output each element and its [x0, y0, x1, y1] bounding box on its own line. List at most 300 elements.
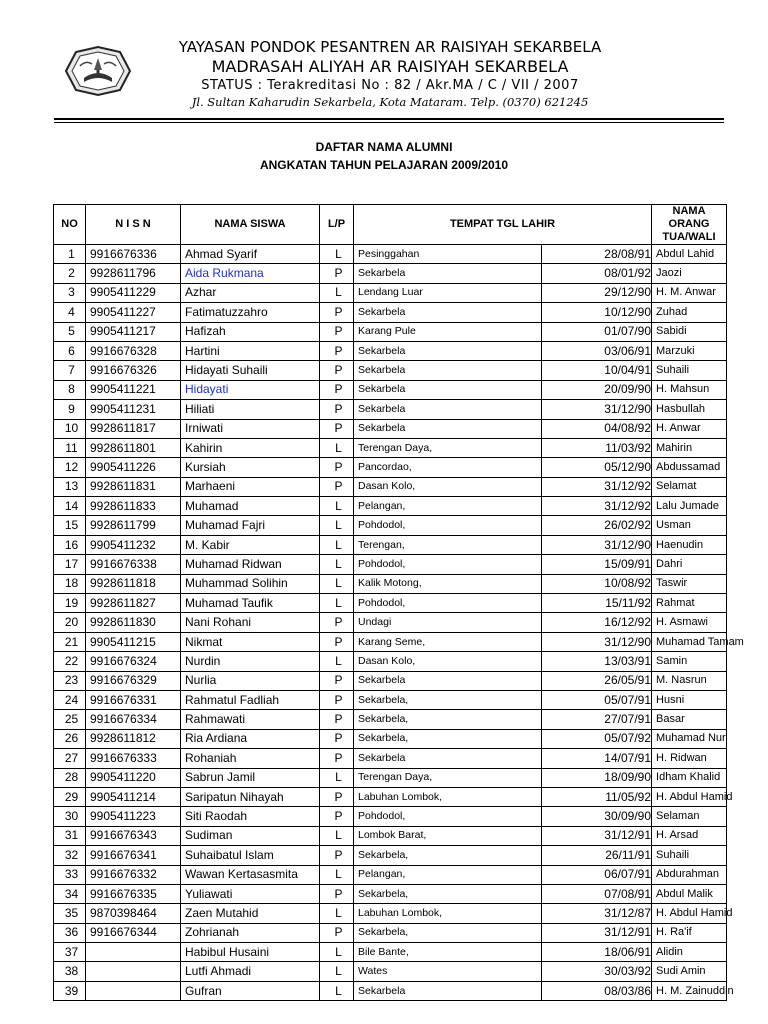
cell-birth-place: Sekarbela, — [354, 690, 542, 709]
cell-nisn: 9928611827 — [86, 594, 181, 613]
cell-gender: P — [320, 322, 354, 341]
cell-birth-place: Lendang Luar — [354, 283, 542, 302]
cell-gender: P — [320, 400, 354, 419]
cell-no: 10 — [54, 419, 86, 438]
cell-no: 38 — [54, 962, 86, 981]
cell-parent-name: Sabidi — [652, 322, 727, 341]
cell-nisn: 9916676336 — [86, 245, 181, 264]
cell-birth-place: Terengan Daya, — [354, 768, 542, 787]
cell-birth-place: Pesinggahan — [354, 245, 542, 264]
cell-no: 19 — [54, 594, 86, 613]
cell-student-name: Zohrianah — [181, 923, 320, 942]
cell-birth-place: Sekarbela, — [354, 710, 542, 729]
table-row — [54, 807, 727, 826]
cell-birth-date: 05/07/91 — [542, 690, 652, 709]
cell-parent-name: H. Ridwan — [652, 749, 727, 768]
cell-student-name: Muhamad Fajri — [181, 516, 320, 535]
cell-birth-place: Labuhan Lombok, — [354, 787, 542, 806]
cell-no: 16 — [54, 535, 86, 554]
cell-no: 20 — [54, 613, 86, 632]
cell-no: 4 — [54, 303, 86, 322]
cell-nisn: 9928611830 — [86, 613, 181, 632]
cell-birth-date: 10/04/91 — [542, 361, 652, 380]
accreditation-status: STATUS : Terakreditasi No : 82 / Akr.MA / C / VII / 2007 — [201, 78, 579, 93]
cell-no: 17 — [54, 555, 86, 574]
cell-gender: L — [320, 594, 354, 613]
cell-birth-date: 31/12/90 — [542, 535, 652, 554]
cell-birth-date: 27/07/91 — [542, 710, 652, 729]
cell-birth-date: 16/12/92 — [542, 613, 652, 632]
cell-parent-name: Lalu Jumade — [652, 497, 727, 516]
cell-nisn: 9905411221 — [86, 380, 181, 399]
cell-birth-date: 28/08/91 — [542, 245, 652, 264]
cell-parent-name: Selamat — [652, 477, 727, 496]
cell-birth-date: 20/09/90 — [542, 380, 652, 399]
cell-gender: P — [320, 923, 354, 942]
cell-parent-name: Haenudin — [652, 535, 727, 554]
letterhead-rule-thin — [54, 122, 724, 123]
cell-gender: P — [320, 690, 354, 709]
cell-gender: P — [320, 807, 354, 826]
header-student-name: NAMA SISWA — [181, 205, 320, 245]
cell-birth-place: Wates — [354, 962, 542, 981]
cell-no: 36 — [54, 923, 86, 942]
header-no: NO — [54, 205, 86, 245]
cell-gender: P — [320, 477, 354, 496]
cell-parent-name: Muhamad Nur — [652, 729, 727, 748]
cell-nisn — [86, 962, 181, 981]
cell-birth-date: 18/06/91 — [542, 943, 652, 962]
alumni-table — [53, 204, 744, 1001]
cell-student-name: Lutfi Ahmadi — [181, 962, 320, 981]
table-row — [54, 846, 727, 865]
cell-gender: P — [320, 632, 354, 651]
table-row — [54, 943, 727, 962]
cell-student-name: Marhaeni — [181, 477, 320, 496]
table-row — [54, 477, 727, 496]
cell-parent-name: H. Arsad — [652, 826, 727, 845]
cell-birth-date: 18/09/90 — [542, 768, 652, 787]
cell-parent-name: Jaozi — [652, 264, 727, 283]
cell-parent-name: Sudi Amin — [652, 962, 727, 981]
table-row — [54, 497, 727, 516]
table-row — [54, 923, 727, 942]
cell-birth-place: Terengan Daya, — [354, 438, 542, 457]
cell-birth-date: 13/03/91 — [542, 652, 652, 671]
cell-birth-date: 06/07/91 — [542, 865, 652, 884]
table-row — [54, 594, 727, 613]
cell-birth-place: Terengan, — [354, 535, 542, 554]
cell-birth-place: Lombok Barat, — [354, 826, 542, 845]
cell-parent-name: Husni — [652, 690, 727, 709]
table-row — [54, 787, 727, 806]
cell-nisn: 9928611817 — [86, 419, 181, 438]
cell-no: 26 — [54, 729, 86, 748]
cell-parent-name: H. Anwar — [652, 419, 727, 438]
cell-birth-place: Karang Seme, — [354, 632, 542, 651]
cell-parent-name: M. Nasrun — [652, 671, 727, 690]
table-row — [54, 904, 727, 923]
header-nisn: N I S N — [86, 205, 181, 245]
cell-gender: P — [320, 458, 354, 477]
cell-parent-name: H. Asmawi — [652, 613, 727, 632]
cell-birth-date: 31/12/91 — [542, 826, 652, 845]
document-title — [0, 138, 768, 174]
table-row — [54, 768, 727, 787]
cell-birth-place: Pohdodol, — [354, 555, 542, 574]
table-row — [54, 671, 727, 690]
table-row — [54, 981, 727, 1000]
table-row — [54, 438, 727, 457]
cell-nisn: 9928611831 — [86, 477, 181, 496]
cell-parent-name: Idham Khalid — [652, 768, 727, 787]
cell-birth-place: Pohdodol, — [354, 807, 542, 826]
cell-nisn: 9905411227 — [86, 303, 181, 322]
cell-no: 9 — [54, 400, 86, 419]
cell-gender: P — [320, 341, 354, 360]
cell-no: 5 — [54, 322, 86, 341]
cell-nisn — [86, 981, 181, 1000]
cell-student-name: Fatimatuzzahro — [181, 303, 320, 322]
cell-birth-date: 30/03/92 — [542, 962, 652, 981]
cell-nisn — [86, 943, 181, 962]
cell-no: 37 — [54, 943, 86, 962]
cell-student-name: Yuliawati — [181, 884, 320, 903]
cell-no: 33 — [54, 865, 86, 884]
cell-gender: L — [320, 943, 354, 962]
cell-gender: L — [320, 768, 354, 787]
cell-no: 6 — [54, 341, 86, 360]
cell-birth-date: 31/12/92 — [542, 477, 652, 496]
cell-no: 32 — [54, 846, 86, 865]
cell-no: 22 — [54, 652, 86, 671]
cell-birth-place: Sekarbela — [354, 749, 542, 768]
cell-parent-name: H. Abdul Hamid — [652, 787, 727, 806]
table-row — [54, 264, 727, 283]
cell-gender: P — [320, 749, 354, 768]
cell-no: 15 — [54, 516, 86, 535]
table-row — [54, 729, 727, 748]
table-header-row — [54, 205, 727, 245]
table-row — [54, 380, 727, 399]
table-row — [54, 962, 727, 981]
cell-parent-name: Samin — [652, 652, 727, 671]
table-row — [54, 613, 727, 632]
cell-student-name: Nurdin — [181, 652, 320, 671]
cell-student-name: Hiliati — [181, 400, 320, 419]
cell-parent-name: Usman — [652, 516, 727, 535]
cell-birth-date: 31/12/87 — [542, 904, 652, 923]
cell-student-name: Muhamad Ridwan — [181, 555, 320, 574]
table-row — [54, 516, 727, 535]
cell-birth-date: 10/08/92 — [542, 574, 652, 593]
cell-student-name: Habibul Husaini — [181, 943, 320, 962]
cell-student-name: Nikmat — [181, 632, 320, 651]
cell-no: 3 — [54, 283, 86, 302]
cell-birth-date: 11/03/92 — [542, 438, 652, 457]
cell-birth-place: Kalik Motong, — [354, 574, 542, 593]
header-gender: L/P — [320, 205, 354, 245]
table-row — [54, 710, 727, 729]
cell-no: 35 — [54, 904, 86, 923]
cell-student-name: Gufran — [181, 981, 320, 1000]
cell-nisn: 9916676331 — [86, 690, 181, 709]
cell-parent-name: Abdurahman — [652, 865, 727, 884]
cell-gender: L — [320, 981, 354, 1000]
cell-nisn: 9905411229 — [86, 283, 181, 302]
cell-parent-name: H. Abdul Hamid — [652, 904, 727, 923]
cell-birth-date: 11/05/92 — [542, 787, 652, 806]
cell-birth-place: Sekarbela — [354, 303, 542, 322]
cell-student-name: Hidayati Suhaili — [181, 361, 320, 380]
cell-birth-date: 31/12/91 — [542, 923, 652, 942]
cell-no: 12 — [54, 458, 86, 477]
cell-no: 21 — [54, 632, 86, 651]
cell-birth-date: 14/07/91 — [542, 749, 652, 768]
cell-gender: L — [320, 245, 354, 264]
document-title-line1: DAFTAR NAMA ALUMNI — [315, 140, 453, 154]
cell-nisn: 9916676332 — [86, 865, 181, 884]
cell-birth-date: 07/08/91 — [542, 884, 652, 903]
cell-birth-date: 05/12/90 — [542, 458, 652, 477]
cell-birth-date: 26/05/91 — [542, 671, 652, 690]
cell-birth-date: 15/09/91 — [542, 555, 652, 574]
cell-parent-name: Rahmat — [652, 594, 727, 613]
cell-student-name: Rahmatul Fadliah — [181, 690, 320, 709]
cell-parent-name: Zuhad — [652, 303, 727, 322]
cell-birth-date: 05/07/92 — [542, 729, 652, 748]
table-row — [54, 283, 727, 302]
table-row — [54, 574, 727, 593]
cell-student-name: Saripatun Nihayah — [181, 787, 320, 806]
cell-parent-name: Taswir — [652, 574, 727, 593]
cell-nisn: 9916676343 — [86, 826, 181, 845]
cell-parent-name: Suhaili — [652, 846, 727, 865]
table-row — [54, 884, 727, 903]
cell-parent-name: Basar — [652, 710, 727, 729]
cell-gender: L — [320, 826, 354, 845]
table-row — [54, 690, 727, 709]
school-emblem-icon — [64, 46, 132, 96]
cell-parent-name: Dahri — [652, 555, 727, 574]
cell-gender: L — [320, 283, 354, 302]
cell-student-name: Ria Ardiana — [181, 729, 320, 748]
cell-birth-place: Undagi — [354, 613, 542, 632]
cell-nisn: 9905411214 — [86, 787, 181, 806]
cell-no: 27 — [54, 749, 86, 768]
cell-nisn: 9916676328 — [86, 341, 181, 360]
cell-nisn: 9916676334 — [86, 710, 181, 729]
cell-student-name: Wawan Kertasasmita — [181, 865, 320, 884]
cell-birth-date: 10/12/90 — [542, 303, 652, 322]
cell-gender: P — [320, 303, 354, 322]
cell-no: 18 — [54, 574, 86, 593]
cell-birth-date: 31/12/90 — [542, 400, 652, 419]
cell-parent-name: H. Mahsun — [652, 380, 727, 399]
cell-student-name: Rohaniah — [181, 749, 320, 768]
cell-gender: L — [320, 438, 354, 457]
cell-birth-place: Pohdodol, — [354, 594, 542, 613]
cell-no: 31 — [54, 826, 86, 845]
cell-birth-place: Sekarbela, — [354, 846, 542, 865]
cell-gender: P — [320, 846, 354, 865]
cell-gender: P — [320, 264, 354, 283]
cell-student-name: Hidayati — [181, 380, 320, 399]
cell-gender: L — [320, 904, 354, 923]
cell-nisn: 9916676333 — [86, 749, 181, 768]
cell-parent-name: H. M. Zainuddin — [652, 981, 727, 1000]
cell-birth-date: 31/12/90 — [542, 632, 652, 651]
cell-nisn: 9916676324 — [86, 652, 181, 671]
cell-birth-place: Pelangan, — [354, 865, 542, 884]
cell-student-name: Kursiah — [181, 458, 320, 477]
cell-birth-date: 31/12/92 — [542, 497, 652, 516]
table-row — [54, 749, 727, 768]
cell-student-name: Aida Rukmana — [181, 264, 320, 283]
cell-no: 28 — [54, 768, 86, 787]
cell-gender: P — [320, 671, 354, 690]
cell-no: 34 — [54, 884, 86, 903]
cell-no: 29 — [54, 787, 86, 806]
cell-birth-date: 30/09/90 — [542, 807, 652, 826]
cell-birth-place: Labuhan Lombok, — [354, 904, 542, 923]
cell-no: 13 — [54, 477, 86, 496]
cell-nisn: 9905411223 — [86, 807, 181, 826]
cell-gender: L — [320, 516, 354, 535]
cell-birth-place: Sekarbela — [354, 400, 542, 419]
cell-parent-name: Hasbullah — [652, 400, 727, 419]
table-row — [54, 555, 727, 574]
cell-birth-place: Dasan Kolo, — [354, 652, 542, 671]
table-row — [54, 865, 727, 884]
cell-gender: P — [320, 613, 354, 632]
cell-no: 8 — [54, 380, 86, 399]
cell-nisn: 9870398464 — [86, 904, 181, 923]
cell-gender: P — [320, 729, 354, 748]
document-title-line2: ANGKATAN TAHUN PELAJARAN 2009/2010 — [259, 158, 509, 172]
cell-parent-name: Muhamad Tamam — [652, 632, 727, 651]
cell-nisn: 9916676341 — [86, 846, 181, 865]
table-row — [54, 632, 727, 651]
cell-birth-place: Sekarbela — [354, 419, 542, 438]
cell-birth-date: 26/11/91 — [542, 846, 652, 865]
cell-student-name: Zaen Mutahid — [181, 904, 320, 923]
cell-no: 14 — [54, 497, 86, 516]
cell-parent-name: Marzuki — [652, 341, 727, 360]
table-row — [54, 419, 727, 438]
cell-no: 24 — [54, 690, 86, 709]
cell-gender: L — [320, 497, 354, 516]
table-row — [54, 826, 727, 845]
cell-birth-place: Sekarbela — [354, 341, 542, 360]
alumni-table-body — [54, 245, 744, 1001]
cell-nisn: 9928611833 — [86, 497, 181, 516]
cell-no: 39 — [54, 981, 86, 1000]
cell-student-name: Muhamad — [181, 497, 320, 516]
table-row — [54, 400, 727, 419]
cell-birth-place: Bile Bante, — [354, 943, 542, 962]
cell-student-name: Nurlia — [181, 671, 320, 690]
cell-nisn: 9928611818 — [86, 574, 181, 593]
cell-student-name: M. Kabir — [181, 535, 320, 554]
cell-birth-date: 03/06/91 — [542, 341, 652, 360]
cell-gender: L — [320, 865, 354, 884]
cell-parent-name: Abdul Malik — [652, 884, 727, 903]
cell-nisn: 9928611799 — [86, 516, 181, 535]
cell-parent-name: Abdul Lahid — [652, 245, 727, 264]
cell-nisn: 9905411215 — [86, 632, 181, 651]
cell-gender: P — [320, 419, 354, 438]
cell-birth-date: 04/08/92 — [542, 419, 652, 438]
cell-no: 7 — [54, 361, 86, 380]
table-row — [54, 245, 727, 264]
cell-no: 2 — [54, 264, 86, 283]
cell-nisn: 9928611801 — [86, 438, 181, 457]
cell-birth-date: 29/12/90 — [542, 283, 652, 302]
cell-gender: L — [320, 555, 354, 574]
cell-birth-place: Sekarbela, — [354, 729, 542, 748]
cell-student-name: Sudiman — [181, 826, 320, 845]
cell-nisn: 9905411220 — [86, 768, 181, 787]
cell-no: 23 — [54, 671, 86, 690]
cell-nisn: 9905411231 — [86, 400, 181, 419]
letterhead-rule-thick — [54, 118, 724, 120]
cell-gender: P — [320, 361, 354, 380]
cell-student-name: Nani Rohani — [181, 613, 320, 632]
cell-student-name: Suhaibatul Islam — [181, 846, 320, 865]
cell-student-name: Azhar — [181, 283, 320, 302]
cell-nisn: 9916676335 — [86, 884, 181, 903]
cell-parent-name: H. Ra'if — [652, 923, 727, 942]
cell-gender: P — [320, 884, 354, 903]
cell-nisn: 9905411226 — [86, 458, 181, 477]
cell-parent-name: Abdussamad — [652, 458, 727, 477]
header-birth-place-date: TEMPAT TGL LAHIR — [354, 205, 652, 245]
cell-nisn: 9916676344 — [86, 923, 181, 942]
cell-gender: L — [320, 535, 354, 554]
table-row — [54, 535, 727, 554]
table-row — [54, 341, 727, 360]
cell-student-name: Kahirin — [181, 438, 320, 457]
cell-birth-place: Sekarbela, — [354, 923, 542, 942]
cell-nisn: 9905411217 — [86, 322, 181, 341]
cell-birth-place: Pancordao, — [354, 458, 542, 477]
cell-no: 25 — [54, 710, 86, 729]
cell-nisn: 9905411232 — [86, 535, 181, 554]
cell-student-name: Hartini — [181, 341, 320, 360]
cell-birth-place: Sekarbela, — [354, 884, 542, 903]
table-row — [54, 361, 727, 380]
cell-birth-date: 01/07/90 — [542, 322, 652, 341]
cell-gender: P — [320, 380, 354, 399]
cell-gender: L — [320, 962, 354, 981]
cell-birth-date: 15/11/92 — [542, 594, 652, 613]
cell-student-name: Irniwati — [181, 419, 320, 438]
cell-student-name: Siti Raodah — [181, 807, 320, 826]
cell-parent-name: Selaman — [652, 807, 727, 826]
table-row — [54, 303, 727, 322]
foundation-name: YAYASAN PONDOK PESANTREN AR RAISIYAH SEKARBELA — [178, 38, 602, 56]
cell-nisn: 9928611812 — [86, 729, 181, 748]
cell-birth-date: 26/02/92 — [542, 516, 652, 535]
school-address: Jl. Sultan Kaharudin Sekarbela, Kota Mataram. Telp. (0370) 621245 — [191, 95, 589, 109]
cell-no: 30 — [54, 807, 86, 826]
cell-birth-place: Pelangan, — [354, 497, 542, 516]
cell-parent-name: H. M. Anwar — [652, 283, 727, 302]
table-row — [54, 458, 727, 477]
cell-gender: P — [320, 787, 354, 806]
cell-birth-place: Dasan Kolo, — [354, 477, 542, 496]
